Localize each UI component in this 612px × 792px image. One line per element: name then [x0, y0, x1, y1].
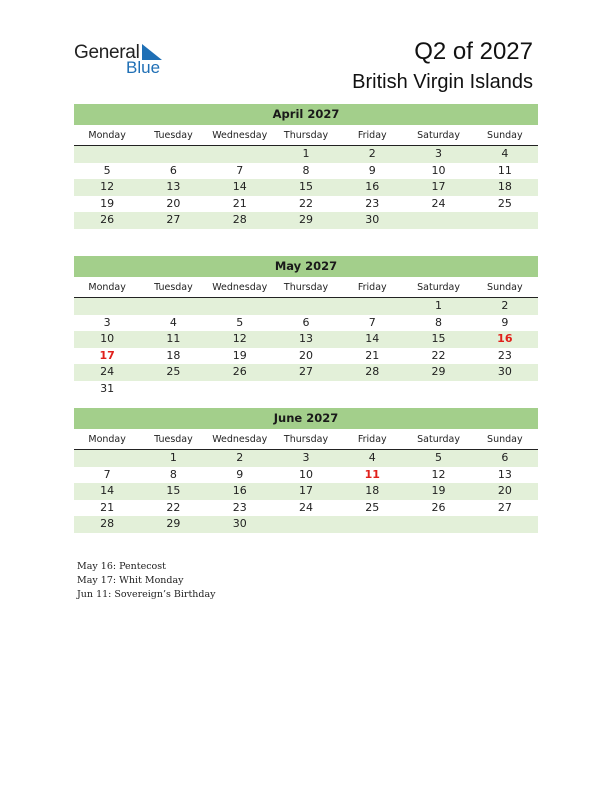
- day-cell: 8: [435, 315, 443, 329]
- week-row: [74, 348, 538, 365]
- day-cell: 8: [302, 163, 310, 177]
- day-cell: [339, 516, 405, 533]
- day-cell: 5: [435, 451, 443, 464]
- day-cell: 2: [501, 299, 509, 312]
- day-cell: 28: [100, 517, 115, 531]
- day-cell: 31: [100, 381, 115, 395]
- day-cell: 23: [365, 196, 380, 210]
- week-row: [74, 483, 538, 500]
- day-cell: [405, 381, 471, 398]
- weekday-label: Thursday: [283, 434, 329, 445]
- month-calendar: [74, 256, 538, 398]
- day-cell: 2: [236, 451, 244, 464]
- weekday-label: Tuesday: [154, 434, 193, 445]
- day-cell: 27: [166, 213, 181, 227]
- day-cell: 2: [368, 147, 376, 160]
- holiday-note: Jun 11: Sovereign’s Birthday: [77, 589, 216, 600]
- day-cell: 4: [169, 315, 177, 329]
- day-cell: 20: [497, 484, 512, 498]
- day-cell: 26: [100, 213, 115, 227]
- day-cell: 15: [431, 332, 446, 346]
- day-cell: 7: [103, 467, 111, 481]
- day-cell: 17: [431, 180, 446, 194]
- weekday-label: Friday: [357, 130, 387, 141]
- day-cell: 26: [431, 500, 446, 514]
- week-row: [74, 331, 538, 348]
- day-cell: [405, 516, 471, 533]
- day-cell: [207, 381, 273, 398]
- day-cell: 19: [431, 484, 446, 498]
- day-cell: 23: [497, 348, 512, 362]
- day-cell: 13: [166, 180, 181, 194]
- month-calendar: [74, 104, 538, 229]
- day-cell: 6: [501, 451, 509, 464]
- day-cell: 4: [501, 147, 509, 160]
- day-cell: [405, 212, 471, 229]
- day-cell: 12: [431, 467, 446, 481]
- day-cell: 29: [431, 365, 446, 379]
- day-cell: 19: [232, 348, 247, 362]
- day-cell: [273, 516, 339, 533]
- day-cell: 30: [497, 365, 512, 379]
- week-row: [74, 196, 538, 213]
- day-cell: 5: [103, 163, 111, 177]
- day-cell: [339, 298, 405, 315]
- day-cell: [74, 298, 140, 315]
- weekday-label: Monday: [88, 130, 126, 141]
- day-cell: 24: [431, 196, 446, 210]
- day-cell: 1: [435, 299, 443, 312]
- weekday-label: Wednesday: [212, 434, 268, 445]
- weekday-label: Monday: [88, 282, 126, 293]
- holiday-notes: [77, 560, 216, 602]
- day-cell: [140, 381, 206, 398]
- day-cell: 30: [365, 213, 380, 227]
- day-cell: 9: [501, 315, 509, 329]
- month-title: May 2027: [74, 256, 538, 277]
- day-cell: [273, 381, 339, 398]
- day-cell: 16: [365, 180, 380, 194]
- weekday-label: Tuesday: [154, 130, 193, 141]
- weekday-label: Saturday: [417, 130, 460, 141]
- day-cell: 25: [166, 365, 181, 379]
- weekday-header-row: [74, 126, 538, 146]
- day-cell: 12: [100, 180, 115, 194]
- holiday-day-cell: 11: [364, 467, 380, 481]
- day-cell: 20: [166, 196, 181, 210]
- day-cell: 24: [298, 500, 313, 514]
- day-cell: [472, 516, 538, 533]
- day-cell: 14: [365, 332, 380, 346]
- brand-logo: [74, 42, 161, 77]
- day-cell: [472, 212, 538, 229]
- day-cell: 1: [302, 147, 310, 160]
- week-row: [74, 500, 538, 517]
- day-cell: 14: [100, 484, 115, 498]
- day-cell: 29: [166, 517, 181, 531]
- day-cell: 28: [232, 213, 247, 227]
- day-cell: 4: [368, 451, 376, 464]
- week-row: [74, 381, 538, 398]
- day-cell: 25: [365, 500, 380, 514]
- day-cell: 13: [298, 332, 313, 346]
- weekday-label: Wednesday: [212, 282, 268, 293]
- day-cell: 21: [232, 196, 247, 210]
- day-cell: 10: [431, 163, 446, 177]
- day-cell: 22: [431, 348, 446, 362]
- week-row: [74, 298, 538, 315]
- weekday-label: Sunday: [487, 282, 523, 293]
- day-cell: 10: [100, 332, 115, 346]
- day-cell: 3: [103, 315, 111, 329]
- day-cell: 7: [236, 163, 244, 177]
- day-cell: 3: [435, 147, 443, 160]
- day-cell: 22: [298, 196, 313, 210]
- page-subtitle: British Virgin Islands: [352, 71, 533, 93]
- day-cell: 24: [100, 365, 115, 379]
- day-cell: [74, 146, 140, 163]
- holiday-day-cell: 17: [99, 348, 115, 362]
- month-title: April 2027: [74, 104, 538, 125]
- day-cell: 3: [302, 451, 310, 464]
- week-row: [74, 450, 538, 467]
- day-cell: [140, 146, 206, 163]
- brand-blue-text: Blue: [126, 58, 161, 77]
- day-cell: [74, 450, 140, 467]
- weekday-label: Monday: [88, 434, 126, 445]
- day-cell: [472, 381, 538, 398]
- day-cell: 6: [169, 163, 177, 177]
- day-cell: 1: [169, 451, 177, 464]
- day-cell: 6: [302, 315, 310, 329]
- day-cell: 22: [166, 500, 181, 514]
- day-cell: 14: [232, 180, 247, 194]
- day-cell: 18: [365, 484, 380, 498]
- month-calendar: [74, 408, 538, 533]
- holiday-note: May 17: Whit Monday: [77, 575, 184, 586]
- day-cell: 9: [368, 163, 376, 177]
- day-cell: 21: [100, 500, 115, 514]
- day-cell: 26: [232, 365, 247, 379]
- day-cell: 18: [497, 180, 512, 194]
- month-title: June 2027: [74, 408, 538, 429]
- weekday-label: Saturday: [417, 282, 460, 293]
- day-cell: 15: [298, 180, 313, 194]
- week-row: [74, 467, 538, 484]
- day-cell: 21: [365, 348, 380, 362]
- day-cell: 16: [232, 484, 247, 498]
- day-cell: 20: [298, 348, 313, 362]
- weekday-label: Thursday: [283, 130, 329, 141]
- day-cell: [207, 146, 273, 163]
- weekday-label: Sunday: [487, 130, 523, 141]
- weekday-label: Sunday: [487, 434, 523, 445]
- day-cell: 25: [497, 196, 512, 210]
- weekday-label: Saturday: [417, 434, 460, 445]
- day-cell: 10: [298, 467, 313, 481]
- weekday-label: Friday: [357, 434, 387, 445]
- day-cell: 8: [169, 467, 177, 481]
- day-cell: 5: [236, 315, 244, 329]
- day-cell: 27: [497, 500, 512, 514]
- week-row: [74, 179, 538, 196]
- day-cell: 19: [100, 196, 115, 210]
- week-row: [74, 364, 538, 381]
- day-cell: 30: [232, 517, 247, 531]
- weekday-header-row: [74, 430, 538, 450]
- day-cell: 11: [497, 163, 512, 177]
- day-cell: 12: [232, 332, 247, 346]
- day-cell: [140, 298, 206, 315]
- day-cell: 17: [298, 484, 313, 498]
- day-cell: 18: [166, 348, 181, 362]
- day-cell: 29: [298, 213, 313, 227]
- day-cell: [207, 298, 273, 315]
- week-row: [74, 163, 538, 180]
- weekday-header-row: [74, 278, 538, 298]
- weekday-label: Tuesday: [154, 282, 193, 293]
- day-cell: 27: [298, 365, 313, 379]
- brand-general-text: General: [74, 42, 140, 63]
- holiday-day-cell: 16: [497, 332, 513, 346]
- day-cell: [273, 298, 339, 315]
- day-cell: 11: [166, 332, 181, 346]
- week-row: [74, 315, 538, 332]
- holiday-note: May 16: Pentecost: [77, 561, 166, 572]
- weekday-label: Friday: [357, 282, 387, 293]
- day-cell: 28: [365, 365, 380, 379]
- day-cell: 15: [166, 484, 181, 498]
- week-row: [74, 146, 538, 163]
- day-cell: 7: [368, 315, 376, 329]
- page-title: Q2 of 2027: [414, 38, 533, 65]
- week-row: [74, 212, 538, 229]
- week-row: [74, 516, 538, 533]
- day-cell: 23: [232, 500, 247, 514]
- day-cell: [339, 381, 405, 398]
- day-cell: 9: [236, 467, 244, 481]
- day-cell: 13: [497, 467, 512, 481]
- weekday-label: Thursday: [283, 282, 329, 293]
- weekday-label: Wednesday: [212, 130, 268, 141]
